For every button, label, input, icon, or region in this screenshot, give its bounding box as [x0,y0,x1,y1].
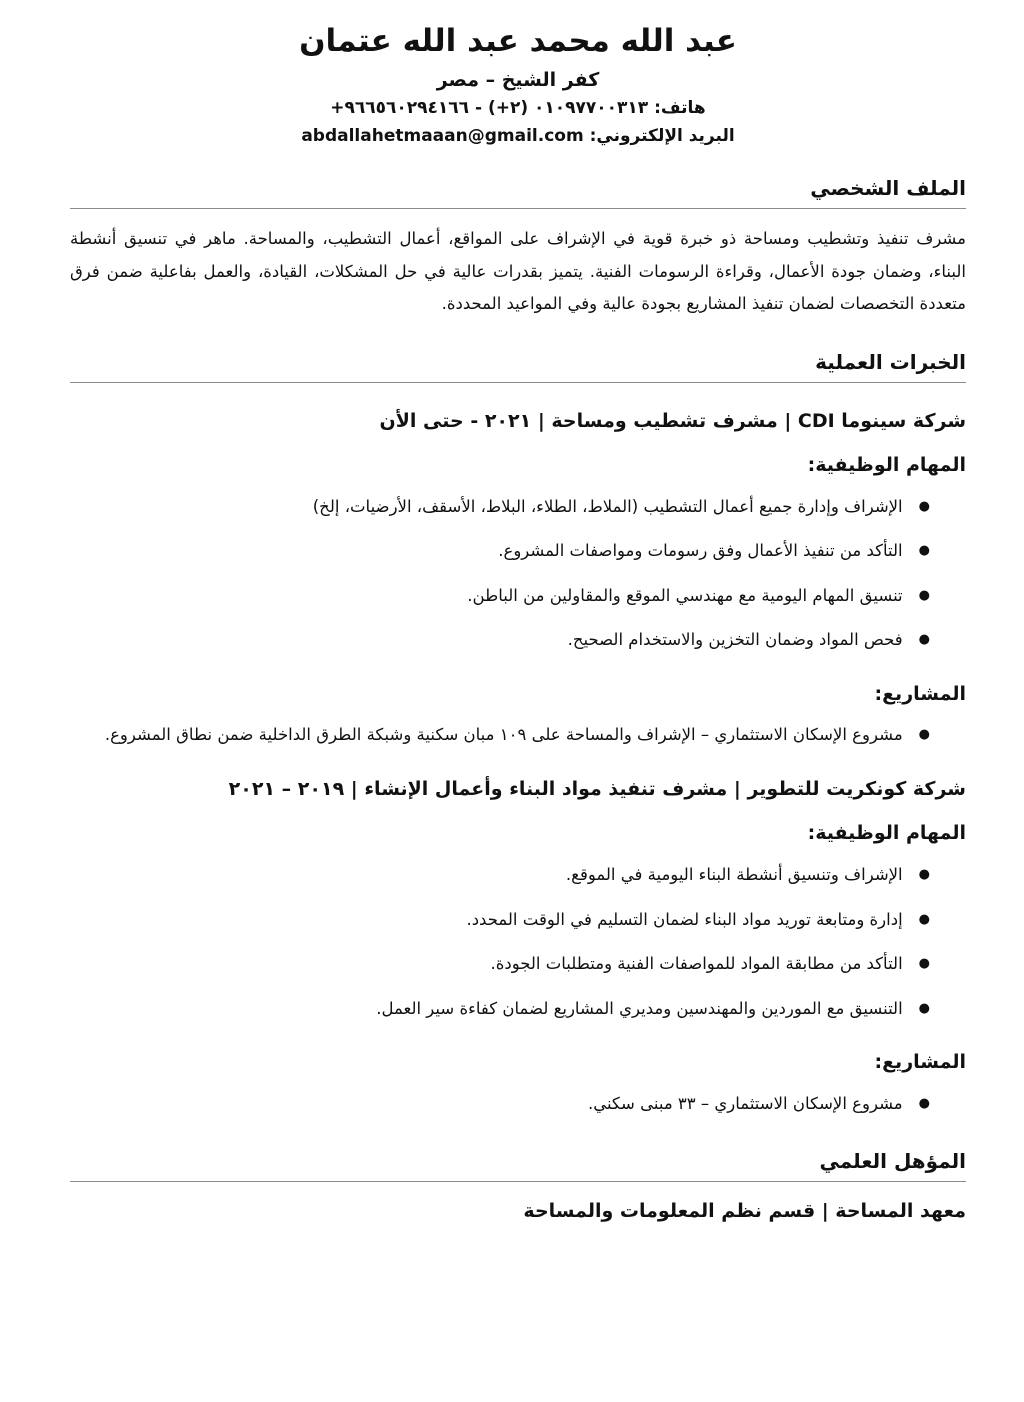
task-list [70,492,966,656]
task-text: الإشراف وإدارة جميع أعمال التشطيب (الملاط، الطلاء، البلاط، الأسقف، الأرضيات، إلخ) [312,496,903,516]
task-list [70,860,966,1024]
task-item [70,860,930,891]
job-entry [70,407,966,751]
section-education [70,1149,966,1222]
profile-summary: مشرف تنفيذ وتشطيب ومساحة ذو خبرة قوية في الإشراف على المواقع، أعمال التشطيب، والمساحة. ماهر في تنسيق أنشطة البناء، وضمان جودة الأعمال، وقراءة الرسومات الفنية. يتميز بقدرات عالية في حل المشكلات، القيادة، والعمل بفاعلية ضمن فرق متعددة التخصصات لضمان تنفيذ المشاريع بجودة عالية وفي المواعيد المحددة. [70,229,966,313]
bullet-icon: ● [918,956,930,972]
task-item [70,536,930,567]
projects-block [70,1048,966,1119]
task-text: فحص المواد وضمان التخزين والاستخدام الصحيح. [567,630,903,650]
bullet-icon: ● [918,498,930,514]
email-label: البريد الإلكتروني: [589,126,735,147]
candidate-location: كفر الشيخ – مصر [436,69,600,92]
resume-header [70,20,966,146]
section-experience [70,350,966,1119]
task-item [70,994,930,1025]
job-heading: شركة سينوما CDI | مشرف تشطيب ومساحة | ٢٠٢١ - حتى الأن [379,409,966,432]
candidate-name: عبد الله محمد عبد الله عتمان [299,23,737,59]
task-item [70,492,930,523]
bullet-icon: ● [918,1095,930,1111]
tasks-label: المهام الوظيفية: [807,822,966,845]
bullet-icon: ● [918,911,930,927]
phone-separator: - [474,98,483,119]
task-text: إدارة ومتابعة توريد مواد البناء لضمان التسليم في الوقت المحدد. [466,909,903,929]
project-list [70,1089,966,1120]
bullet-icon: ● [918,632,930,648]
project-list [70,720,966,751]
task-text: تنسيق المهام اليومية مع مهندسي الموقع والمقاولين من الباطن. [467,585,903,605]
bullet-icon: ● [918,1000,930,1016]
phone-label: هاتف: [654,98,706,119]
project-text: مشروع الإسكان الاستثماري – ٣٣ مبنى سكني. [587,1093,903,1113]
bullet-icon: ● [918,587,930,603]
project-item [70,1089,930,1120]
task-item [70,905,930,936]
task-text: التنسيق مع الموردين والمهندسين ومديري المشاريع لضمان كفاءة سير العمل. [376,998,903,1018]
bullet-icon: ● [918,866,930,882]
phone-number-primary: ٠١٠٩٧٧٠٠٣١٣ [534,98,649,119]
experience-section-title: الخبرات العملية [70,350,966,383]
projects-label: المشاريع: [874,1051,966,1074]
education-section-title: المؤهل العلمي [70,1149,966,1182]
email-address: abdallahetmaaan@gmail.com [301,126,584,147]
tasks-label: المهام الوظيفية: [807,454,966,477]
bullet-icon: ● [918,727,930,743]
job-entry [70,775,966,1119]
phone-country-code: (+٢) [487,98,529,119]
phone-line [70,98,966,118]
job-heading: شركة كونكريت للتطوير | مشرف تنفيذ مواد البناء وأعمال الإنشاء | ٢٠١٩ – ٢٠٢١ [228,777,966,800]
email-line [70,126,966,146]
projects-label: المشاريع: [874,682,966,705]
phone-number-secondary: +٩٦٦٥٦٠٢٩٤١٦٦ [330,98,470,119]
task-text: الإشراف وتنسيق أنشطة البناء اليومية في الموقع. [565,864,903,884]
task-text: التأكد من تنفيذ الأعمال وفق رسومات ومواصفات المشروع. [498,541,903,561]
task-text: التأكد من مطابقة المواد للمواصفات الفنية ومتطلبات الجودة. [490,954,903,974]
bullet-icon: ● [918,543,930,559]
projects-block [70,680,966,751]
profile-section-title: الملف الشخصي [70,176,966,209]
task-item [70,581,930,612]
section-profile [70,176,966,320]
task-item [70,949,930,980]
task-item [70,625,930,656]
project-text: مشروع الإسكان الاستثماري – الإشراف والمساحة على ١٠٩ مبان سكنية وشبكة الطرق الداخلية ضمن نطاق المشروع. [104,725,903,745]
project-item [70,720,930,751]
degree: معهد المساحة | قسم نظم المعلومات والمساحة [523,1200,966,1223]
